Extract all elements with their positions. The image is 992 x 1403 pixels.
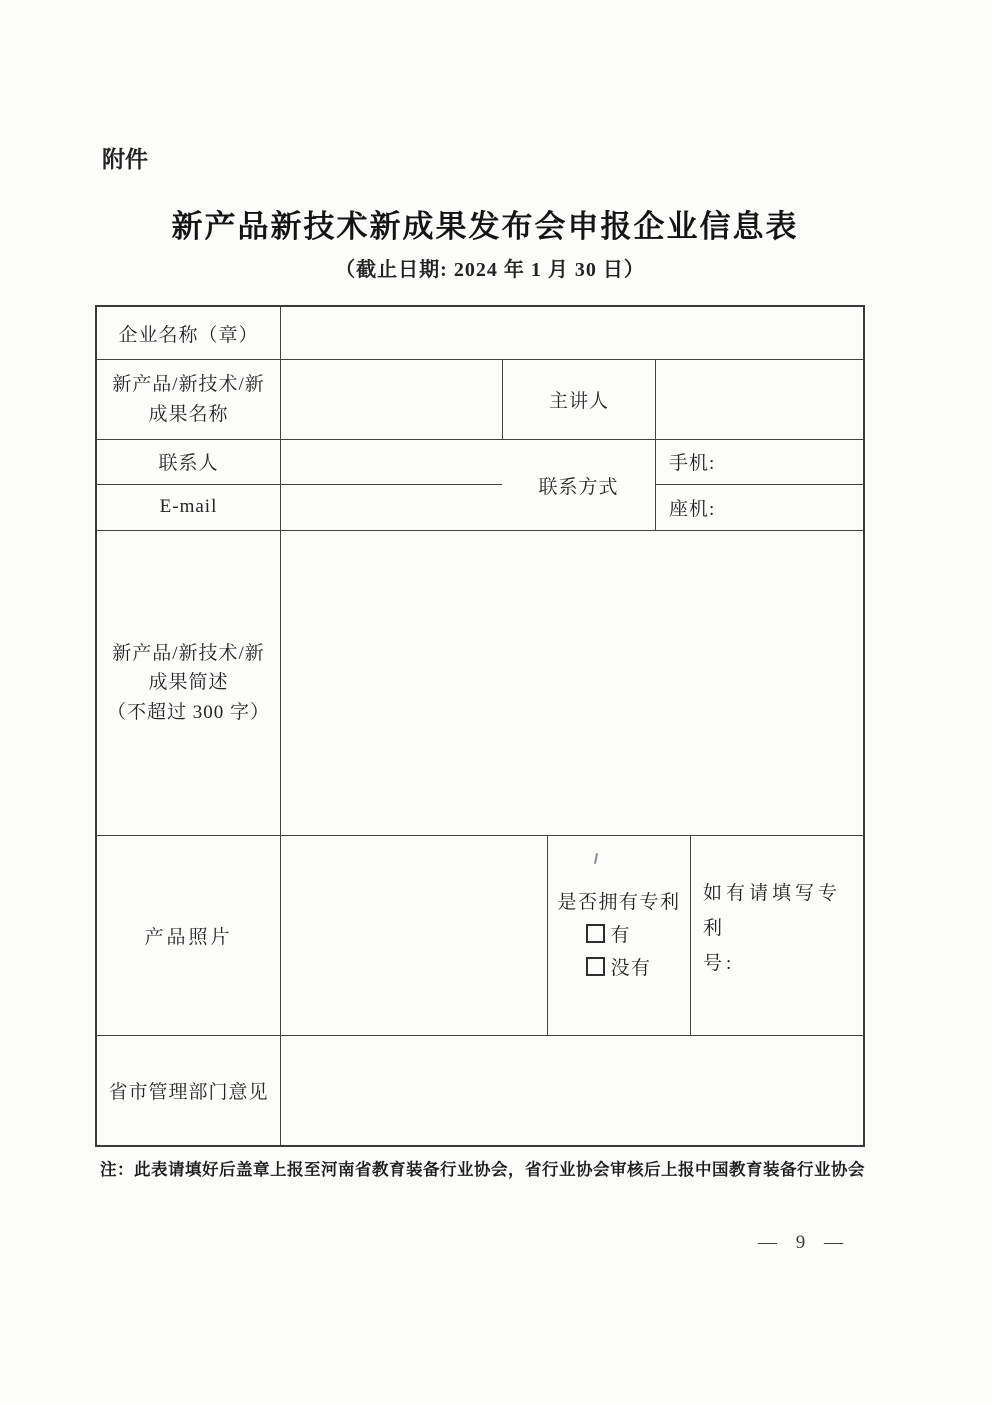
product-name-label: 新产品/新技术/新 成果名称: [112, 374, 265, 425]
department-opinion-field[interactable]: [280, 1036, 863, 1145]
row-contact: [97, 439, 863, 530]
contact-method-label: 联系方式: [538, 476, 619, 498]
patent-yes-label: 有: [610, 924, 631, 946]
email-field[interactable]: [280, 485, 502, 530]
patent-question-label: 是否拥有专利: [557, 891, 681, 913]
row-photo-patent: [97, 835, 863, 1035]
department-opinion-label: 省市管理部门意见: [108, 1082, 269, 1103]
page-title: 新产品新技术新成果发布会申报企业信息表: [171, 209, 799, 244]
row-department-opinion: [97, 1035, 863, 1145]
row-summary: [97, 530, 863, 835]
row-product-name: [97, 359, 863, 439]
patent-number-field[interactable]: [690, 836, 863, 1035]
summary-field[interactable]: [280, 531, 863, 835]
summary-label: 新产品/新技术/新 成果简述 （不超过 300 字）: [106, 642, 270, 723]
patent-yes-checkbox[interactable]: [586, 924, 605, 943]
patent-no-checkbox[interactable]: [586, 957, 605, 976]
landline-label: 座机:: [669, 498, 716, 520]
photo-field[interactable]: [280, 836, 547, 1035]
email-label: E-mail: [159, 496, 218, 518]
contact-person-field[interactable]: [280, 440, 502, 484]
patent-number-label-line2: 号:: [703, 953, 736, 975]
contact-person-label: 联系人: [158, 453, 219, 475]
photo-label: 产品照片: [144, 927, 233, 948]
patent-question-cell: [547, 836, 690, 1035]
attachment-label: 附件: [102, 146, 148, 172]
presenter-field[interactable]: [655, 360, 863, 439]
product-name-field[interactable]: [280, 360, 502, 439]
application-form-table: [95, 305, 865, 1147]
row-company-name: [97, 307, 863, 359]
footer-note: 注：此表请填好后盖章上报至河南省教育装备行业协会，省行业协会审核后上报中国教育装备行业协会: [100, 1161, 865, 1179]
mobile-field[interactable]: [656, 440, 863, 485]
landline-field[interactable]: [656, 485, 863, 530]
mobile-label: 手机:: [669, 453, 716, 475]
company-name-field[interactable]: [280, 307, 863, 359]
page-number: — 9 —: [758, 1232, 850, 1253]
patent-number-label-line1: 如有请填写专利: [703, 883, 842, 940]
deadline-subtitle: （截止日期: 2024 年 1 月 30 日）: [335, 259, 645, 281]
company-name-label: 企业名称（章）: [118, 324, 259, 346]
patent-no-label: 没有: [610, 958, 652, 980]
presenter-label: 主讲人: [502, 360, 655, 439]
